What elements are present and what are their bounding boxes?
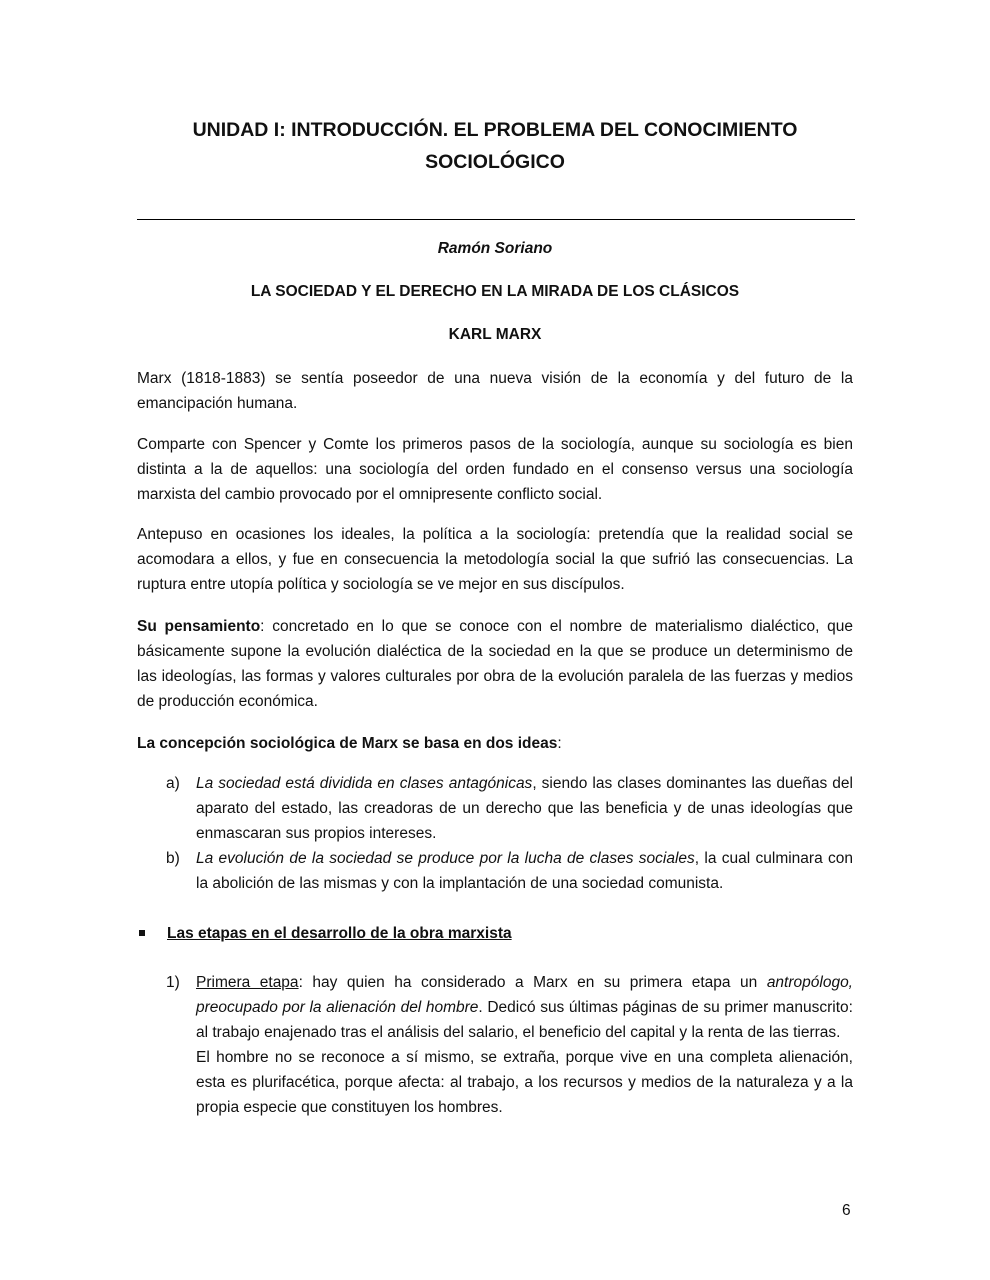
paragraph-2: Comparte con Spencer y Comte los primeros pasos de la sociología, aunque su sociología es bien distinta a la de aquellos: una sociología del orden fundado en el consenso versus una sociología marxista del cambio provocado por el omnipresente conflicto social. xyxy=(137,436,853,503)
title-line-1: UNIDAD I: INTRODUCCIÓN. EL PROBLEMA DEL CONOCIMIENTO xyxy=(192,119,798,141)
stage-label: Primera etapa xyxy=(196,974,299,991)
concept-colon: : xyxy=(557,735,562,752)
square-bullet-icon xyxy=(139,930,145,936)
page-number: 6 xyxy=(842,1202,851,1219)
idea-text: , la cual culminara con la abolición de las mismas y con la implantación de una sociedad comunista. xyxy=(196,850,853,892)
stage-text-b: . Dedicó sus últimas páginas de su primer manuscrito: al trabajo enajenado tras el análisis del salario, el beneficio del capital y la renta de las tierras. xyxy=(196,999,853,1041)
stage-text-a: : hay quien ha considerado a Marx en su primera etapa un xyxy=(298,974,767,991)
thought-label: Su pensamiento xyxy=(137,618,261,635)
author-name: Ramón Soriano xyxy=(437,240,553,257)
page-title xyxy=(137,114,853,178)
paragraph-5 xyxy=(137,731,853,756)
idea-italic: La evolución de la sociedad se produce por la lucha de clases sociales xyxy=(196,850,695,867)
bullet-heading xyxy=(137,921,853,946)
list-marker: b) xyxy=(166,850,180,867)
bullet-heading-label: Las etapas en el desarrollo de la obra marxista xyxy=(167,925,512,942)
list-marker: a) xyxy=(166,775,180,792)
title-line-2: SOCIOLÓGICO xyxy=(425,151,565,173)
idea-text: , siendo las clases dominantes las dueñas del aparato del estado, las creadoras de un derecho que las beneficia y de unas ideologías que enmascaran sus propios intereses. xyxy=(196,775,853,842)
list-item-a xyxy=(137,771,853,846)
stage-text xyxy=(196,970,853,1045)
list-text xyxy=(196,846,853,896)
list-marker: 1) xyxy=(166,974,180,991)
thought-text: : concretado en lo que se conoce con el nombre de materialismo dialéctico, que básicamente supone la evolución dialéctica de la sociedad en la que se produce un determinismo de las ideologías, las formas y valores culturales por obra de la evolución paralela de las fuerzas y medios de producción económica. xyxy=(137,618,853,710)
paragraph-1: Marx (1818-1883) se sentía poseedor de una nueva visión de la economía y del futuro de la emancipación humana. xyxy=(137,370,853,412)
list-item-b xyxy=(137,846,853,896)
list-item-stage-1 xyxy=(137,970,853,1120)
section-heading: KARL MARX xyxy=(448,326,542,343)
paragraph-4 xyxy=(137,614,853,714)
concept-label: La concepción sociológica de Marx se basa en dos ideas xyxy=(137,735,558,752)
stage-text-continued: El hombre no se reconoce a sí mismo, se extraña, porque vive en una completa alienación, esta es plurifacética, porque afecta: al trabajo, a los recursos y medios de la naturaleza y a la propia especie que constituyen los hombres. xyxy=(196,1049,853,1116)
paragraph-3: Antepuso en ocasiones los ideales, la política a la sociología: pretendía que la realidad social se acomodara a ellos, y fue en consecuencia la metodología social la que sufrió las consecuencias. La ruptura entre utopía política y sociología se ve mejor en sus discípulos. xyxy=(137,526,853,593)
stage-italic: antropólogo, preocupado por la alienación del hombre xyxy=(196,974,853,1016)
horizontal-rule xyxy=(137,219,855,220)
idea-italic: La sociedad está dividida en clases antagónicas xyxy=(196,775,533,792)
chapter-subtitle: LA SOCIEDAD Y EL DERECHO EN LA MIRADA DE LOS CLÁSICOS xyxy=(250,283,740,300)
list-text xyxy=(196,771,853,846)
